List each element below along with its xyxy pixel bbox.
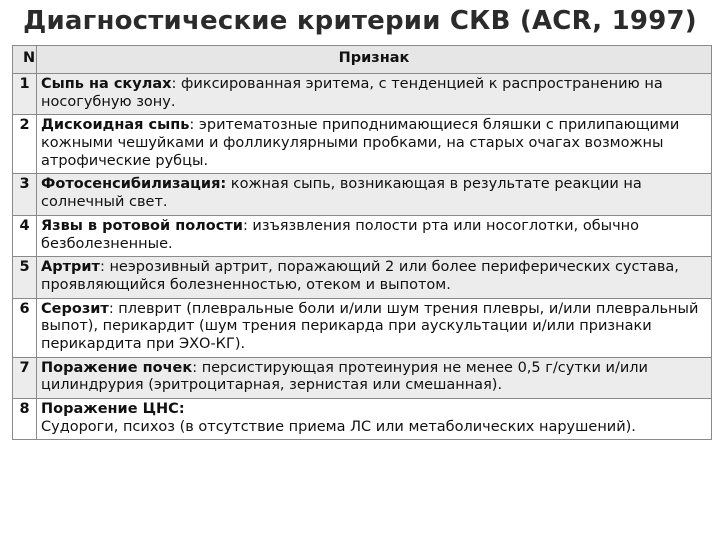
header-number: N <box>13 46 37 74</box>
criterion-description: : плеврит (плевральные боли и/или шум трения плевры, и/или плевральный выпот), перикардит (шум трения перикарда при аускультации и/или признаки перикардита при ЭХО-КГ). <box>41 300 699 352</box>
table-row <box>13 74 712 115</box>
row-text <box>37 257 712 298</box>
row-text <box>37 215 712 256</box>
row-text <box>37 357 712 398</box>
criterion-term: Артрит <box>41 259 100 276</box>
table-row <box>13 357 712 398</box>
row-number: 2 <box>13 115 37 174</box>
row-text <box>37 399 712 440</box>
table-row <box>13 399 712 440</box>
table-row <box>13 215 712 256</box>
criterion-description: : неэрозивный артрит, поражающий 2 или более периферических сустава, проявляющийся болезненностью, отеком и выпотом. <box>41 259 679 293</box>
criterion-description: : эритематозные приподнимающиеся бляшки с прилипающими кожными чешуйками и фолликулярными пробками, на старых очагах возможны атрофические рубцы. <box>41 117 680 169</box>
slide-title: Диагностические критерии СКВ (ACR, 1997) <box>23 6 697 36</box>
criterion-term: Поражение ЦНС: <box>41 401 185 417</box>
criterion-term: Сыпь на скулах <box>41 76 172 92</box>
table-row <box>13 115 712 174</box>
criterion-description: : изъязвления полости рта или носоглотки, обычно безболезненные. <box>41 217 640 252</box>
criterion-description: кожная сыпь, возникающая в результате реакции на солнечный свет. <box>41 176 642 211</box>
row-text <box>37 115 712 174</box>
criterion-term: Серозит <box>41 300 109 317</box>
row-number: 8 <box>13 399 37 440</box>
criterion-term: Фотосенсибилизация: <box>41 176 227 193</box>
row-number: 7 <box>13 357 37 398</box>
row-number: 3 <box>13 174 37 215</box>
row-number: 5 <box>13 257 37 298</box>
criterion-description: : фиксированная эритема, с тенденцией к распространению на носогубную зону. <box>41 76 663 110</box>
row-text <box>37 174 712 215</box>
criterion-description: : персистирующая протеинурия не менее 0,5 г/сутки и/или цилиндрурия (эритроцитарная, зернистая или смешанная). <box>41 359 648 394</box>
criteria-table <box>12 45 712 440</box>
row-text <box>37 74 712 115</box>
header-sign: Признак <box>37 46 712 74</box>
criterion-term: Дискоидная сыпь <box>41 117 190 134</box>
table-row <box>13 174 712 215</box>
criterion-term: Язвы в ротовой полости <box>41 217 243 234</box>
row-number: 6 <box>13 298 37 357</box>
table-header-row <box>13 46 712 74</box>
row-number: 1 <box>13 74 37 115</box>
row-number: 4 <box>13 215 37 256</box>
criterion-term: Поражение почек <box>41 359 193 376</box>
table-row <box>13 257 712 298</box>
table-row <box>13 298 712 357</box>
criterion-description: Судороги, психоз (в отсутствие приема ЛС или метаболических нарушений). <box>41 418 636 435</box>
row-text <box>37 298 712 357</box>
